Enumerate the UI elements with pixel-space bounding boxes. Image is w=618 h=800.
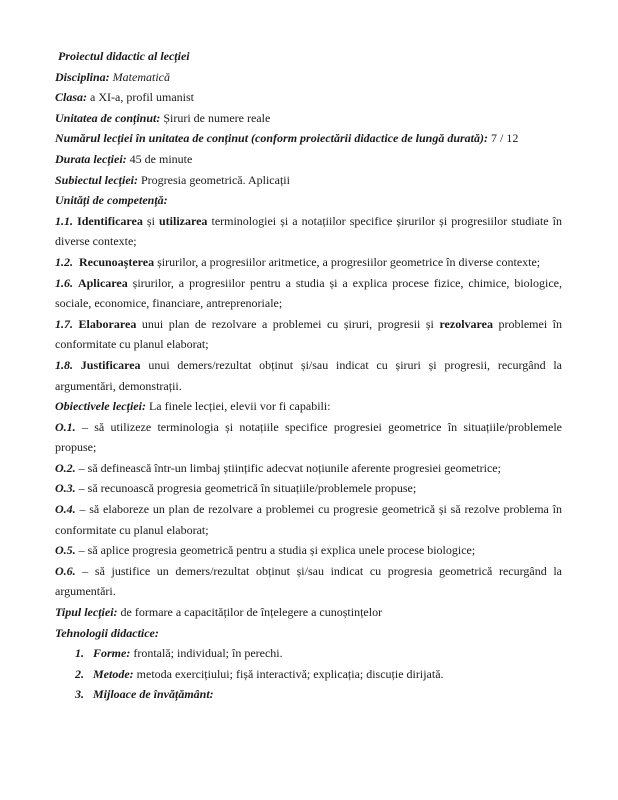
- obiectiv-text: – să justifice un demers/rezultat obținut și/sau indicat cu progresia geometrică recurgând la argumentări.: [55, 563, 563, 599]
- tehnologie-label: Metode:: [93, 666, 134, 681]
- competenta-item: [55, 314, 562, 355]
- field-value: a XI-a, profil umanist: [90, 90, 194, 105]
- obiectiv-item: [55, 417, 562, 458]
- tehnologie-item: [55, 643, 562, 664]
- field-label: Disciplina:: [55, 69, 110, 84]
- competenta-keyword: rezolvarea: [439, 316, 493, 331]
- tehnologie-label: Mijloace de învățământ:: [93, 687, 214, 702]
- obiectiv-number: O.2.: [55, 460, 76, 475]
- competenta-text: unui demers/rezultat obținut și/sau indicat cu șiruri și progresii, recurgând la argumentări, demonstrații.: [55, 357, 563, 393]
- competenta-text: unui plan de rezolvare a problemei cu șiruri, progresii și: [136, 316, 440, 331]
- competenta-text: problemei în conformitate cu planul elaborat;: [55, 316, 563, 352]
- competenta-item: [55, 273, 562, 314]
- field-clasa: [55, 87, 562, 108]
- tehnologie-item: [55, 664, 562, 685]
- tehnologie-label: Forme:: [93, 646, 131, 661]
- competenta-keyword: Aplicarea: [77, 275, 128, 290]
- obiectiv-item: [55, 478, 562, 499]
- obiective-intro-text: La finele lecției, elevii vor fi capabili:: [148, 399, 331, 414]
- competenta-number: 1.7.: [55, 316, 73, 331]
- competenta-number: 1.8.: [55, 357, 73, 372]
- tehnologie-item: [55, 684, 562, 705]
- tehnologie-value: frontală; individual; în perechi.: [133, 646, 283, 661]
- field-value: 45 de minute: [129, 151, 193, 166]
- obiective-list: [55, 417, 562, 602]
- field-label: Durata lecției:: [55, 151, 127, 166]
- competenta-text: și: [142, 213, 159, 228]
- field-value: Progresia geometrică. Aplicații: [141, 172, 290, 187]
- obiectiv-item: [55, 561, 562, 602]
- field-label: Tipul lecției:: [55, 605, 118, 620]
- obiectiv-number: O.6.: [55, 563, 76, 578]
- competenta-keyword: utilizarea: [158, 213, 208, 228]
- tehnologie-number: 2.: [75, 666, 84, 681]
- obiectiv-text: – să utilizeze terminologia și notațiile specifice progresiei geometrice în situațiile/problemele propuse;: [55, 419, 562, 455]
- field-value: 7 / 12: [491, 131, 519, 146]
- competenta-text: șirurilor, a progresiilor pentru a studia și a explica procese fizice, chimice, biologice, sociale, economice, financiare, antreprenoriale;: [55, 275, 563, 311]
- competenta-item: [55, 252, 562, 273]
- competenta-text: terminologiei și a notațiilor specifice șirurilor și progresiilor studiate în diverse contexte;: [55, 213, 563, 249]
- obiectiv-number: O.5.: [55, 543, 76, 558]
- field-value: Șiruri de numere reale: [163, 110, 271, 125]
- competenta-number: 1.1.: [55, 213, 73, 228]
- obiectiv-text: – să definească într-un limbaj științific adecvat noțiunile aferente progresiei geometrice;: [78, 460, 501, 475]
- field-label: Numărul lecției în unitatea de conținut (conform proiectării didactice de lungă durată):: [55, 131, 489, 146]
- obiectiv-item: [55, 499, 562, 540]
- competenta-text: șirurilor, a progresiilor aritmetice, a progresiilor geometrice în diverse contexte;: [154, 254, 541, 269]
- obiectiv-text: – să elaboreze un plan de rezolvare a problemei cu progresie geometrică și să rezolve problema în conformitate cu planul elaborat;: [55, 502, 562, 537]
- obiectiv-number: O.1.: [55, 419, 76, 434]
- tehnologie-value: metoda exercițiului; fișă interactivă; explicația; discuție dirijată.: [136, 666, 444, 681]
- field-numarul: [55, 128, 562, 149]
- obiective-label: Obiectivele lecției:: [55, 399, 146, 414]
- obiectiv-number: O.4.: [55, 502, 76, 517]
- field-label: Subiectul lecției:: [55, 172, 138, 187]
- tehnologie-number: 3.: [75, 687, 84, 702]
- competenta-keyword: Elaborarea: [78, 316, 137, 331]
- obiectiv-number: O.3.: [55, 481, 76, 496]
- competente-list: [55, 211, 562, 396]
- obiective-intro: [55, 396, 562, 417]
- field-durata: [55, 149, 562, 170]
- field-tipul: [55, 602, 562, 623]
- obiectiv-text: – să recunoască progresia geometrică în situațiile/problemele propuse;: [78, 481, 417, 496]
- competenta-item: [55, 211, 562, 252]
- competenta-number: 1.2.: [55, 254, 73, 269]
- competenta-keyword: Identificarea: [77, 213, 143, 228]
- competenta-number: 1.6.: [55, 275, 73, 290]
- obiectiv-item: [55, 540, 562, 561]
- field-subiectul: [55, 170, 562, 191]
- tehnologie-number: 1.: [75, 646, 84, 661]
- field-unitatea: [55, 108, 562, 129]
- tehnologii-list: [55, 643, 562, 705]
- field-label: Clasa:: [55, 90, 88, 105]
- competente-heading: Unități de competență:: [55, 193, 168, 208]
- field-value: Matematică: [112, 69, 170, 84]
- field-disciplina: [55, 67, 562, 88]
- field-value: de formare a capacităților de înțelegere a cunoștințelor: [120, 605, 383, 620]
- tehnologii-heading: Tehnologii didactice:: [55, 625, 159, 640]
- competenta-keyword: Recunoașterea: [79, 254, 155, 269]
- field-label: Unitatea de conținut:: [55, 110, 161, 125]
- competenta-keyword: Justificarea: [80, 357, 141, 372]
- obiectiv-item: [55, 458, 562, 479]
- obiectiv-text: – să aplice progresia geometrică pentru a studia și explica unele procese biologice;: [78, 543, 476, 558]
- competenta-item: [55, 355, 562, 396]
- document-title: Proiectul didactic al lecției: [58, 49, 190, 63]
